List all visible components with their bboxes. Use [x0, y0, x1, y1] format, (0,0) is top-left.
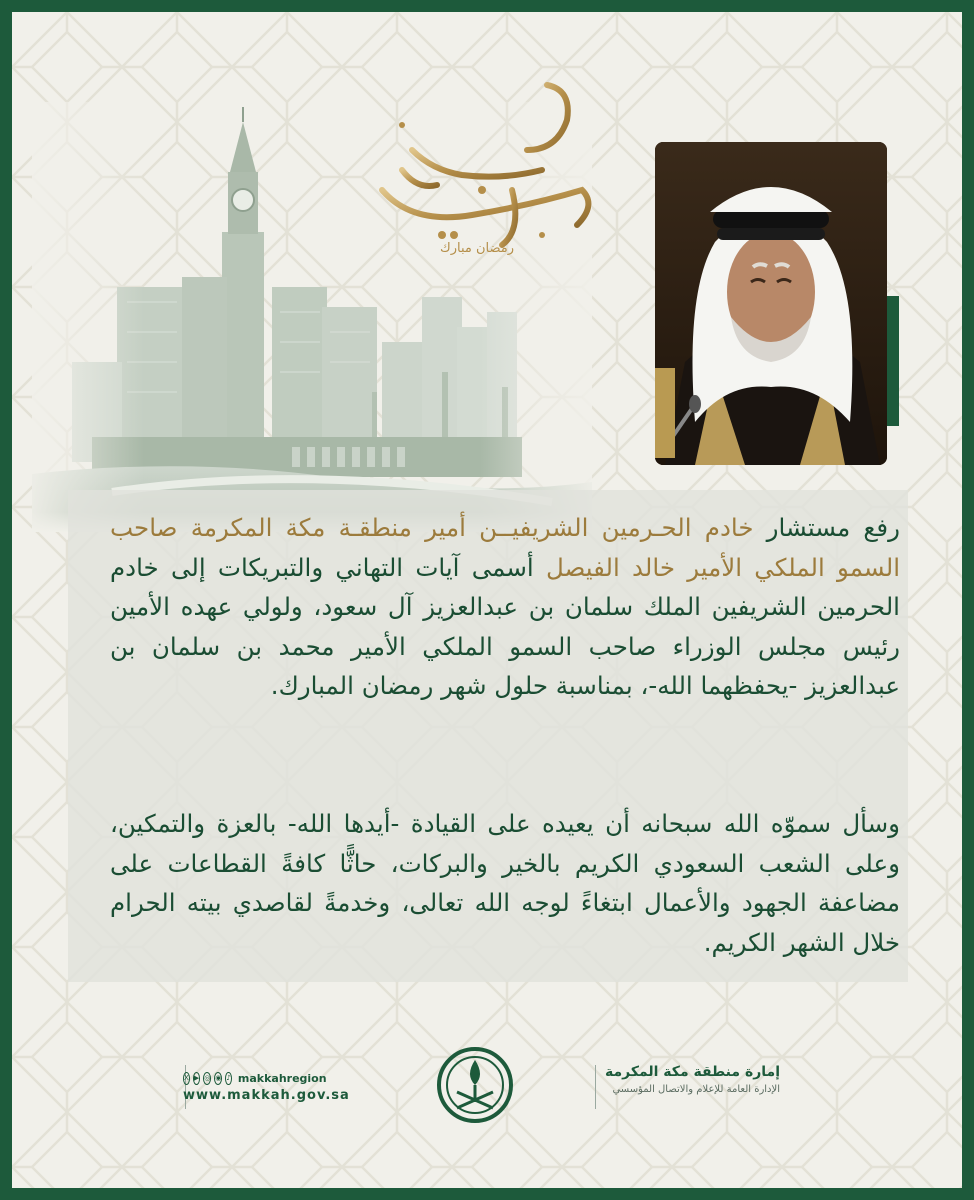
- x-icon[interactable]: X: [183, 1072, 190, 1085]
- organization-brand: [580, 1064, 780, 1095]
- p1-segment-d: أسمى آيات التهاني والتبريكات إلى خادم الحرمين الشريفين الملك سلمان بن عبدالعزيز آل سعود، ولولي عهده الأمين رئيس مجلس الوزراء صاحب السمو الملكي الأمير محمد بن سلمان بن عبدالعزيز -يحفظهما الله-، بمناسبة حلول شهر رمضان المبارك.: [110, 552, 900, 700]
- snapchat-icon[interactable]: ◎: [203, 1072, 211, 1085]
- paragraph-2: [110, 804, 900, 962]
- website-link[interactable]: www.makkah.gov.sa: [183, 1088, 350, 1103]
- social-handle[interactable]: makkahregion: [237, 1072, 327, 1085]
- tiktok-icon[interactable]: ♪: [225, 1072, 231, 1085]
- portrait-illustration: [655, 142, 887, 465]
- ramadan-mubarak-calligraphy: [342, 40, 612, 260]
- p2-segment-a: وسأل سموّه الله سبحانه أن يعيده على القيادة -أيدها الله- بالعزة والتمكين، وعلى الشعب السعودي الكريم بالخير والبركات، حاثًّا كافةً القطاعات على مضاعفة الجهود والأعمال ابتغاءً لوجه الله تعالى، وخدمةً لقاصدي بيته الحرام خلال الشهر الكريم.: [110, 809, 900, 957]
- p1-segment-b: خادم الحـرمين الشريفيــن أمير منطقـة مكة المكرمة: [190, 513, 754, 542]
- calligraphy-text: رمضان مبارك: [440, 241, 514, 256]
- p1-segment-c: صاحب السمو الملكي الأمير خالد الفيصل: [110, 513, 900, 582]
- gold-accent-bar: [655, 368, 675, 458]
- youtube-icon[interactable]: ▶: [193, 1072, 200, 1085]
- p1-segment-a: رفع مستشار: [766, 513, 900, 542]
- portrait-photo: [655, 142, 887, 465]
- saudi-emblem-icon: [435, 1040, 515, 1130]
- paragraph-1: [110, 508, 900, 706]
- instagram-icon[interactable]: ◉: [214, 1072, 222, 1085]
- organization-name: إمارة منطقة مكة المكرمة: [604, 1064, 780, 1080]
- social-links: [183, 1072, 350, 1103]
- organization-department: الإدارة العامة للإعلام والاتصال المؤسسي: [612, 1084, 780, 1095]
- portrait-card: [655, 142, 887, 465]
